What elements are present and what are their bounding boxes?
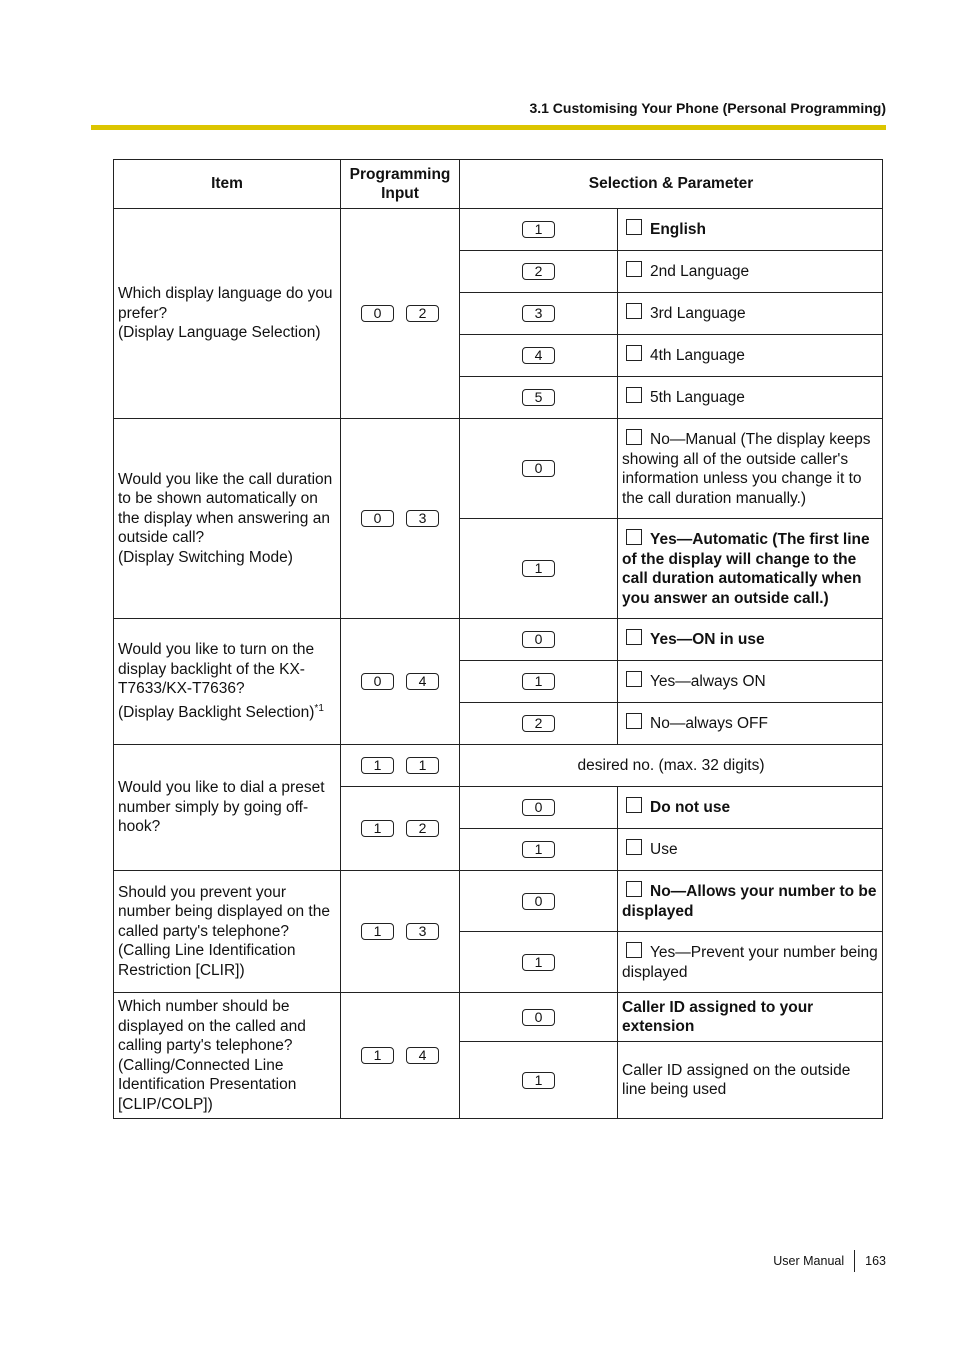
key-icon: 1 [522, 954, 555, 971]
checkbox-icon[interactable] [626, 303, 642, 319]
item-preset-dial: Would you like to dial a preset number simply by going off-hook? [114, 745, 341, 871]
checkbox-icon[interactable] [626, 713, 642, 729]
option: Caller ID assigned to your extension [618, 993, 883, 1042]
key-icon: 1 [522, 673, 555, 690]
footer-label: User Manual [773, 1254, 845, 1268]
col-header-selection: Selection & Parameter [460, 160, 883, 209]
key-icon: 0 [522, 799, 555, 816]
key-icon: 4 [406, 1047, 439, 1064]
option: Yes—Prevent your number being displayed [618, 932, 883, 993]
option: 4th Language [618, 335, 883, 377]
item-clip-colp: Which number should be displayed on the called and calling party's telephone? (Calling/Connected Line Identification Presentation [CLIP/COLP]) [114, 993, 341, 1119]
option: Caller ID assigned on the outside line being used [618, 1042, 883, 1119]
key-icon: 1 [361, 1047, 394, 1064]
key-icon: 4 [522, 347, 555, 364]
key-icon: 2 [522, 715, 555, 732]
item-display-switching: Would you like the call duration to be shown automatically on the display when answering an outside call? (Display Switching Mode) [114, 419, 341, 619]
option: No—Manual (The display keeps showing all of the outside caller's information unless you change it to the call duration manually.) [618, 419, 883, 519]
table-header-row [114, 160, 883, 209]
checkbox-icon[interactable] [626, 942, 642, 958]
option: 2nd Language [618, 251, 883, 293]
key-icon: 5 [522, 389, 555, 406]
checkbox-icon[interactable] [626, 261, 642, 277]
checkbox-icon[interactable] [626, 797, 642, 813]
item-clir: Should you prevent your number being displayed on the called party's telephone? (Calling Line Identification Restriction [CLIR]) [114, 871, 341, 993]
key-icon: 0 [361, 673, 394, 690]
key-icon: 4 [406, 673, 439, 690]
section-title: 3.1 Customising Your Phone (Personal Programming) [529, 100, 886, 116]
col-header-programming-input: Programming Input [341, 160, 460, 209]
checkbox-icon[interactable] [626, 839, 642, 855]
checkbox-icon[interactable] [626, 429, 642, 445]
programming-input [341, 619, 460, 745]
checkbox-icon[interactable] [626, 881, 642, 897]
key-icon: 0 [522, 631, 555, 648]
table-row [114, 745, 883, 787]
table-row [114, 209, 883, 251]
programming-input [341, 787, 460, 871]
key-icon: 2 [522, 263, 555, 280]
checkbox-icon[interactable] [626, 671, 642, 687]
key-icon: 0 [361, 510, 394, 527]
key-icon: 3 [406, 923, 439, 940]
settings-table [113, 159, 883, 1119]
footer-divider [854, 1250, 855, 1272]
page-number: 163 [865, 1254, 886, 1268]
key-icon: 1 [522, 560, 555, 577]
item-display-language: Which display language do you prefer? (Display Language Selection) [114, 209, 341, 419]
key-icon: 0 [522, 460, 555, 477]
checkbox-icon[interactable] [626, 629, 642, 645]
col-header-item: Item [114, 160, 341, 209]
key-icon: 0 [522, 893, 555, 910]
table-row [114, 419, 883, 519]
option: Do not use [618, 787, 883, 829]
programming-input [341, 871, 460, 993]
key-icon: 1 [522, 221, 555, 238]
option: 5th Language [618, 377, 883, 419]
table-row [114, 619, 883, 661]
key-icon: 1 [361, 757, 394, 774]
programming-input [341, 745, 460, 787]
key-icon: 1 [361, 923, 394, 940]
key-icon: 3 [406, 510, 439, 527]
programming-input [341, 209, 460, 419]
checkbox-icon[interactable] [626, 529, 642, 545]
option: Yes—always ON [618, 661, 883, 703]
key-icon: 0 [522, 1009, 555, 1026]
key-icon: 1 [361, 820, 394, 837]
key-icon: 2 [406, 820, 439, 837]
parameter-description: desired no. (max. 32 digits) [460, 745, 883, 787]
programming-input [341, 419, 460, 619]
key-icon: 0 [361, 305, 394, 322]
programming-input [341, 993, 460, 1119]
table-row [114, 871, 883, 932]
option: No—Allows your number to be displayed [618, 871, 883, 932]
option: English [618, 209, 883, 251]
option: Use [618, 829, 883, 871]
item-display-backlight: Would you like to turn on the display backlight of the KX-T7633/KX-T7636? (Display Backlight Selection)$^{*1}$ [114, 619, 341, 745]
option: Yes—ON in use [618, 619, 883, 661]
checkbox-icon[interactable] [626, 387, 642, 403]
key-icon: 1 [522, 841, 555, 858]
key-icon: 2 [406, 305, 439, 322]
key-icon: 3 [522, 305, 555, 322]
table-row [114, 993, 883, 1042]
checkbox-icon[interactable] [626, 219, 642, 235]
option: Yes—Automatic (The first line of the display will change to the call duration automatically when you answer an outside call.) [618, 519, 883, 619]
option: No—always OFF [618, 703, 883, 745]
key-icon: 1 [522, 1072, 555, 1089]
key-icon: 1 [406, 757, 439, 774]
checkbox-icon[interactable] [626, 345, 642, 361]
page-footer [773, 1250, 886, 1272]
option: 3rd Language [618, 293, 883, 335]
header-rule [91, 125, 886, 130]
